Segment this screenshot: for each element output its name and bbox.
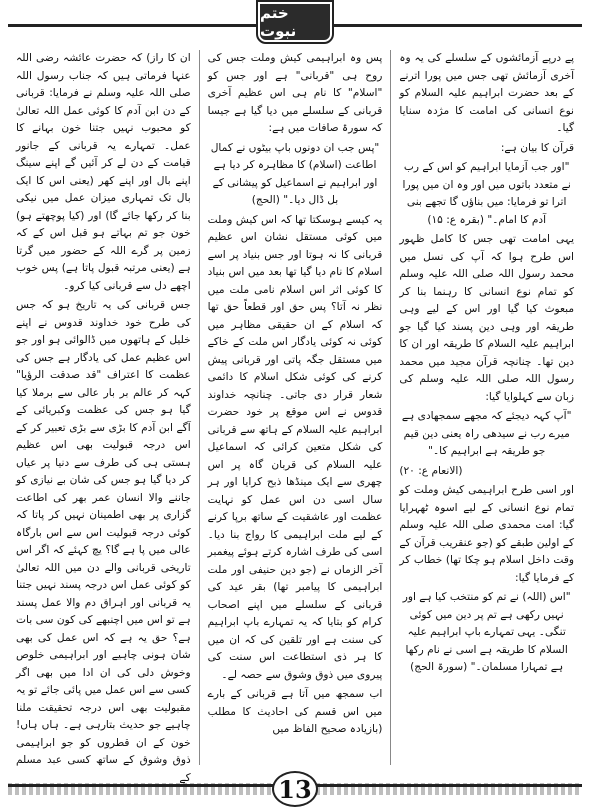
- paragraph: اب سمجھ میں آتا ہے قربانی کے بارے میں اس قسم کی احادیث کا مطلب (بازیادہ صحیح الفاظ میں: [207, 688, 383, 735]
- page-number: 13: [272, 771, 318, 807]
- paragraph: یہی امامت تھی جس کا کامل ظہور اس طرح ہوا کہ آپ کی نسل میں محمد رسول اللہ صلی اللہ علیہ وسلم کو تمام نوع انسانی کا رہنما بنا کر مبعوث کیا گیا اور اس کے لیے وہی طریقہ اور وہی دین پسند کیا گیا جو ابراہیم علیہ السلام کا طریقہ اور ان کا دین تھا۔ چنانچہ قرآن مجید میں محمد رسول اللہ صلی اللہ علیہ وسلم کی زبان سے کہلوایا گیا:: [399, 233, 575, 403]
- paragraph: جس قربانی کی یہ تاریخ ہو کہ جس کی طرح خود خداوند قدوس نے اپنے خلیل کے ہاتھوں میں ڈالوائی ہو اور جو اس عظیم عمل کی یادگار ہے جس کی عظمت کا اعتراف "قد صدقت الرؤیا" کہہ کر عالم بر بار عالی سے برملا کیا گیا ہو جس کی عظمت وکبریائی کے آگے ابن آدم کا بڑی سے بڑی تعبیر کر کے اس درجہ قبولیت بھی اس عظیم ہستی ہی کی طرف سے دنیا پر عیاں کر دیا گیا ہو جس کی شان بے نیازی کو جاننے والا انسان عمر بھر کی اطاعت گزاری پر بھی اطمینان نہیں کر پاتا کہ کوئی درجہ قبولیت اس سے اس بارگاہ عالی میں پا ہے گا؟ یچ کہئے کہ اگر اس تاریخی قربانی والے دن میں اللہ تعالیٰ کو کوئی عمل اس درجہ پسند نہیں جتنا یہ قربانی اور اہراق دم والا عمل پسند ہے تو اس میں اچنبھے کی کون سی بات ہے؟ حق یہ ہے کہ اس عمل کی بھی شان ہونی چاہیے اور ابراہیمی خلوص وخوش دلی کی ان ادا میں بھی اگر کسی سے اس عمل میں پائی جائے تو یہ مقبولیت بھی اس درجہ تحقیقت ملنا چاہیے جو حدیث بتارہی ہے۔ ہاں ہاں! خون کے ان قطروں کو جو ابراہیمی ذوق وشوق کے ساتھ کسی عبد مسلم کے: [16, 299, 191, 784]
- verse-reference: (الانعام ع: ۲۰): [399, 464, 463, 477]
- paragraph: قرآن کا بیان ہے:: [500, 141, 575, 154]
- article-columns: [10, 50, 580, 784]
- column-middle: [202, 50, 389, 765]
- paragraph: یہ کیسے ہوسکتا تھا کہ اس کیش وملت میں کوئی مستقل نشان اس عظیم قربانی کا نہ ہوتا اور جس بنیاد پر اسے اسلام کا نام دیا گیا تھا بعد میں اس بنیاد کا کوئی اثر اس اسلام نامی ملت میں نظر نہ آتا؟ پس حق اور قطعاً حق تھا کہ اسلام کے ان حقیقی مظاہر میں کوئی نہ کوئی یادگار اس ملت کے خاکے میں مستقل جگہ پاتی اور قربانی پیش کرنے کی کوئی شکل اسلام کا دائمی شعار قرار دی جاتی۔ چنانچہ خداوند قدوس نے اس موقع پر خود حضرت ابراہیم علیہ السلام کے ہاتھ سے قربانی کی شکل متعین کرائی کہ اسماعیل علیہ السلام کی قربان گاہ پر اس چھری سے ایک مینڈھا ذبح کرایا اور ہر سال اسی دن اس عمل کو نہایت عظمت اور عاشقیت کے ساتھ برپا کرنے کے لیے ملت ابراہیمی کا رواج بنا دیا۔ اسی کی طرف اشارہ کرتے ہوئے پیغمبر آخر الزماں نے (جو دین حنیفی اور ملت ابراہیمی کا پیامبر تھا) بقر عید کی قربانی کے سلسلے میں اپنے اصحاب کرام کو بتایا کہ یہ تمہارے باپ ابراہیم کی سنت ہے اور تلقین کی کہ ان میں کا ہر ذی استطاعت اس سنت کی پیروی میں ذوق وشوق سے حصہ لے۔: [207, 213, 383, 681]
- paragraph: پس وہ ابراہیمی کیش وملت جس کی روح ہی "قربانی" ہے اور جس کو "اسلام" کا نام ہی اس عظیم آخری قربانی کے سلسلے میں دیا گیا ہے جیسا کہ سورۃ صافات میں ہے:: [207, 52, 383, 134]
- paragraph: پے درپے آزمائشوں کے سلسلے کی یہ وہ آخری آزمائش تھی جس میں پورا اترنے کے بعد حضرت ابراہیم علیہ السلام کو نوع انسانی کی امامت کا مژدہ سنایا گیا۔: [399, 52, 575, 134]
- logo-text: ختم نبوت: [260, 4, 297, 40]
- masthead-logo: [258, 2, 332, 42]
- paragraph: اور اسی طرح ابراہیمی کیش وملت کو تمام نوع انسانی کے لیے اسوہ ٹھہرایا گیا: امت محمدی صلی اللہ علیہ وسلم کے اولین طبقے کو (جو عنقریب قرآن کے وقت داخل اسلام ہو چکا تھا) خطاب کر کے فرمایا گیا:: [399, 484, 575, 584]
- column-divider: [199, 50, 200, 765]
- column-left: [10, 50, 197, 784]
- quoted-verse: "اس (اللہ) نے تم کو منتخب کیا ہے اور نہیں رکھی ہے تم پر دین میں کوئی تنگی۔ یہی تمہارے باپ ابراہیم علیہ السلام کا طریقہ ہے اسی نے نام رکھا ہے تمہارا مسلمان۔" (سورۃ الحج): [402, 591, 571, 673]
- quoted-verse: "پس جب ان دونوں باپ بیٹوں نے کمال اطاعت (اسلام) کا مظاہرہ کر دیا ہے اور ابراہیم نے اسماعیل کو پیشانی کے بل ڈال دیا۔" (الحج): [210, 141, 380, 206]
- quoted-verse: "اور جب آزمایا ابراہیم کو اس کے رب نے متعدد باتوں میں اور وہ ان میں پورا اترا تو فرمایا: میں بناؤں گا تجھے بنی آدم کا امام۔" (بقرہ ع: ۱۵): [402, 161, 571, 226]
- column-right: [393, 50, 580, 765]
- column-divider: [390, 50, 391, 765]
- quoted-verse: "آپ کہہ دیجئے کہ مجھے سمجھادی ہے میرے رب نے سیدھی راہ یعنی دین قیم جو طریقہ ہے ابراہیم کا۔": [401, 410, 572, 457]
- paragraph: ان کا راز) کہ حضرت عائشہ رضی اللہ عنہا فرماتی ہیں کہ جناب رسول اللہ صلی اللہ علیہ وسلم نے فرمایا: قربانی کے دن ابن آدم کا کوئی عمل اللہ تعالیٰ کو محبوب نہیں جتنا خون بہانے کا عمل۔ تمہارے یہ قربانی کے جانور قیامت کے دن لے کر آئیں گے اپنے سینگ اپنے بال اور اپنے کھر (یعنی اس کا ایک بال تک تمہاری میزان عمل میں نیکی بنا کر رکھا جائے گا) اور (کیا پوچھتے ہو) خون جو تم بہاتے ہو قبل اس کے کہ زمین پر گرے اللہ کے حضور میں گرتا ہے (یعنی مرتبہ قبول پاتا ہے) پس خوب اچھے دل سے قربانی کیا کرو۔: [16, 52, 191, 292]
